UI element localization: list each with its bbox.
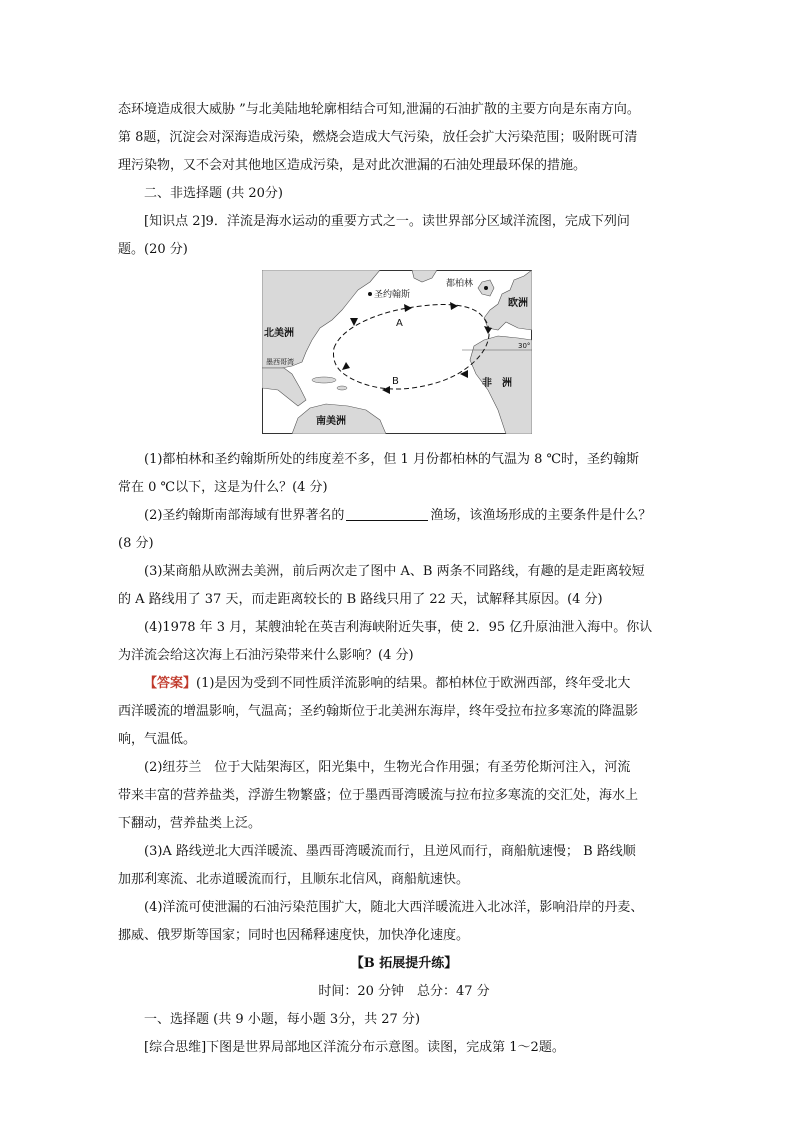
label-africa: 非 洲 bbox=[482, 378, 512, 389]
question-3: (3)某商船从欧洲去美洲，前后两次走了图中 A、B 两条不同路线，有趣的是走距离较短 bbox=[144, 564, 645, 579]
text-line: 第 8题，沉淀会对深海造成污染，燃烧会造成大气污染，放任会扩大污染范围；吸附既可清 bbox=[118, 130, 638, 145]
label-route-a: A bbox=[396, 318, 403, 329]
answer-2-cont: 下翻动，营养盐类上泛。 bbox=[118, 816, 262, 831]
ocean-current-map-figure bbox=[118, 268, 690, 440]
label-stjohns: 圣约翰斯 bbox=[374, 290, 411, 300]
answer-tag: 【答案】 bbox=[144, 676, 197, 691]
answer-1-text: (1)是因为受到不同性质洋流影响的结果。都柏林位于欧洲西部，终年受北大 bbox=[196, 676, 631, 691]
label-dublin: 都柏林 bbox=[446, 279, 474, 289]
answer-3-cont: 加那利寒流、北赤道暖流而行，且顺东北信风，商船航速快。 bbox=[118, 872, 470, 887]
answer-1-cont: 响，气温低。 bbox=[118, 732, 197, 747]
question-2-before: (2)圣约翰斯南部海域有世界著名的 bbox=[144, 508, 345, 523]
caribbean-island bbox=[312, 377, 336, 383]
answer-4-cont: 挪威、俄罗斯等国家；同时也因稀释速度快，加快净化速度。 bbox=[118, 928, 470, 943]
city-dot-dublin bbox=[484, 286, 488, 290]
question-4: (4)1978 年 3 月，某艘油轮在英吉利海峡附近失事，使 2．95 亿升原油泄入海中。你认 bbox=[144, 620, 653, 635]
answer-2-cont: 带来丰富的营养盐类，浮游生物繁盛；位于墨西哥湾暖流与拉布拉多寒流的交汇处，海水上 bbox=[118, 788, 639, 803]
caribbean-island bbox=[337, 386, 347, 390]
answer-2: (2)纽芬兰 位于大陆架海区，阳光集中，生物光合作用强；有圣劳伦斯河注入，河流 bbox=[144, 760, 631, 775]
question-2-cont: (8 分) bbox=[118, 536, 154, 551]
text-line: 态环境造成很大威胁 ”与北美陆地轮廓相结合可知,泄漏的石油扩散的主要方向是东南方向。 bbox=[118, 102, 640, 117]
answer-4: (4)洋流可使泄漏的石油污染范围扩大，随北大西洋暖流进入北冰洋，影响沿岸的丹麦、 bbox=[144, 900, 644, 915]
label-latitude: 30° bbox=[518, 342, 531, 350]
question-1-cont: 常在 0 ℃以下，这是为什么？(4 分) bbox=[118, 480, 328, 495]
question-1: (1)都柏林和圣约翰斯所处的纬度差不多，但 1 月份都柏林的气温为 8 ℃时，圣约翰斯 bbox=[144, 452, 640, 467]
section-title-choice: 一、选择题 (共 9 小题，每小题 3分，共 27 分) bbox=[144, 1012, 421, 1027]
section-time-score: 时间：20 分钟 总分：47 分 bbox=[318, 984, 490, 999]
text-line: 理污染物，又不会对其他地区造成污染，是对此次泄漏的石油处理最环保的措施。 bbox=[118, 158, 587, 173]
question-9-stem-cont: 题。(20 分) bbox=[118, 242, 188, 257]
answer-3: (3)A 路线逆北大西洋暖流、墨西哥湾暖流而行，且逆风而行，商船航速慢； B 路线顺 bbox=[144, 844, 636, 859]
section-title-b: 【B 拓展提升练】 bbox=[350, 956, 458, 971]
label-europe: 欧洲 bbox=[508, 298, 528, 309]
label-mexico: 墨西哥湾 bbox=[266, 358, 294, 366]
label-south-america: 南美洲 bbox=[316, 416, 346, 427]
question-2-after: 渔场，该渔场形成的主要条件是什么？ bbox=[430, 508, 652, 523]
fill-in-blank bbox=[346, 506, 428, 521]
question-2 bbox=[118, 502, 690, 530]
answer-1-cont: 西洋暖流的增温影响，气温高；圣约翰斯位于北美洲东海岸，终年受拉布拉多寒流的降温影 bbox=[118, 704, 639, 719]
label-north-america: 北美洲 bbox=[264, 328, 294, 339]
city-dot-stjohns bbox=[368, 292, 372, 296]
ocean-current-map bbox=[262, 270, 532, 434]
label-route-b: B bbox=[392, 376, 399, 387]
section-title-non-choice: 二、非选择题 (共 20分) bbox=[144, 186, 283, 201]
question-3-cont: 的 A 路线用了 37 天，而走距离较长的 B 路线只用了 22 天，试解释其原因。(4 分) bbox=[118, 592, 603, 607]
document-content bbox=[118, 96, 690, 1062]
question-4-cont: 为洋流会给这次海上石油污染带来什么影响？(4 分) bbox=[118, 648, 414, 663]
answer-1 bbox=[118, 670, 690, 698]
question-9-stem: [知识点 2]9．洋流是海水运动的重要方式之一。读世界部分区域洋流图，完成下列问 bbox=[144, 214, 630, 229]
question-intro: [综合思维]下图是世界局部地区洋流分布示意图。读图，完成第 1～2题。 bbox=[144, 1040, 565, 1055]
